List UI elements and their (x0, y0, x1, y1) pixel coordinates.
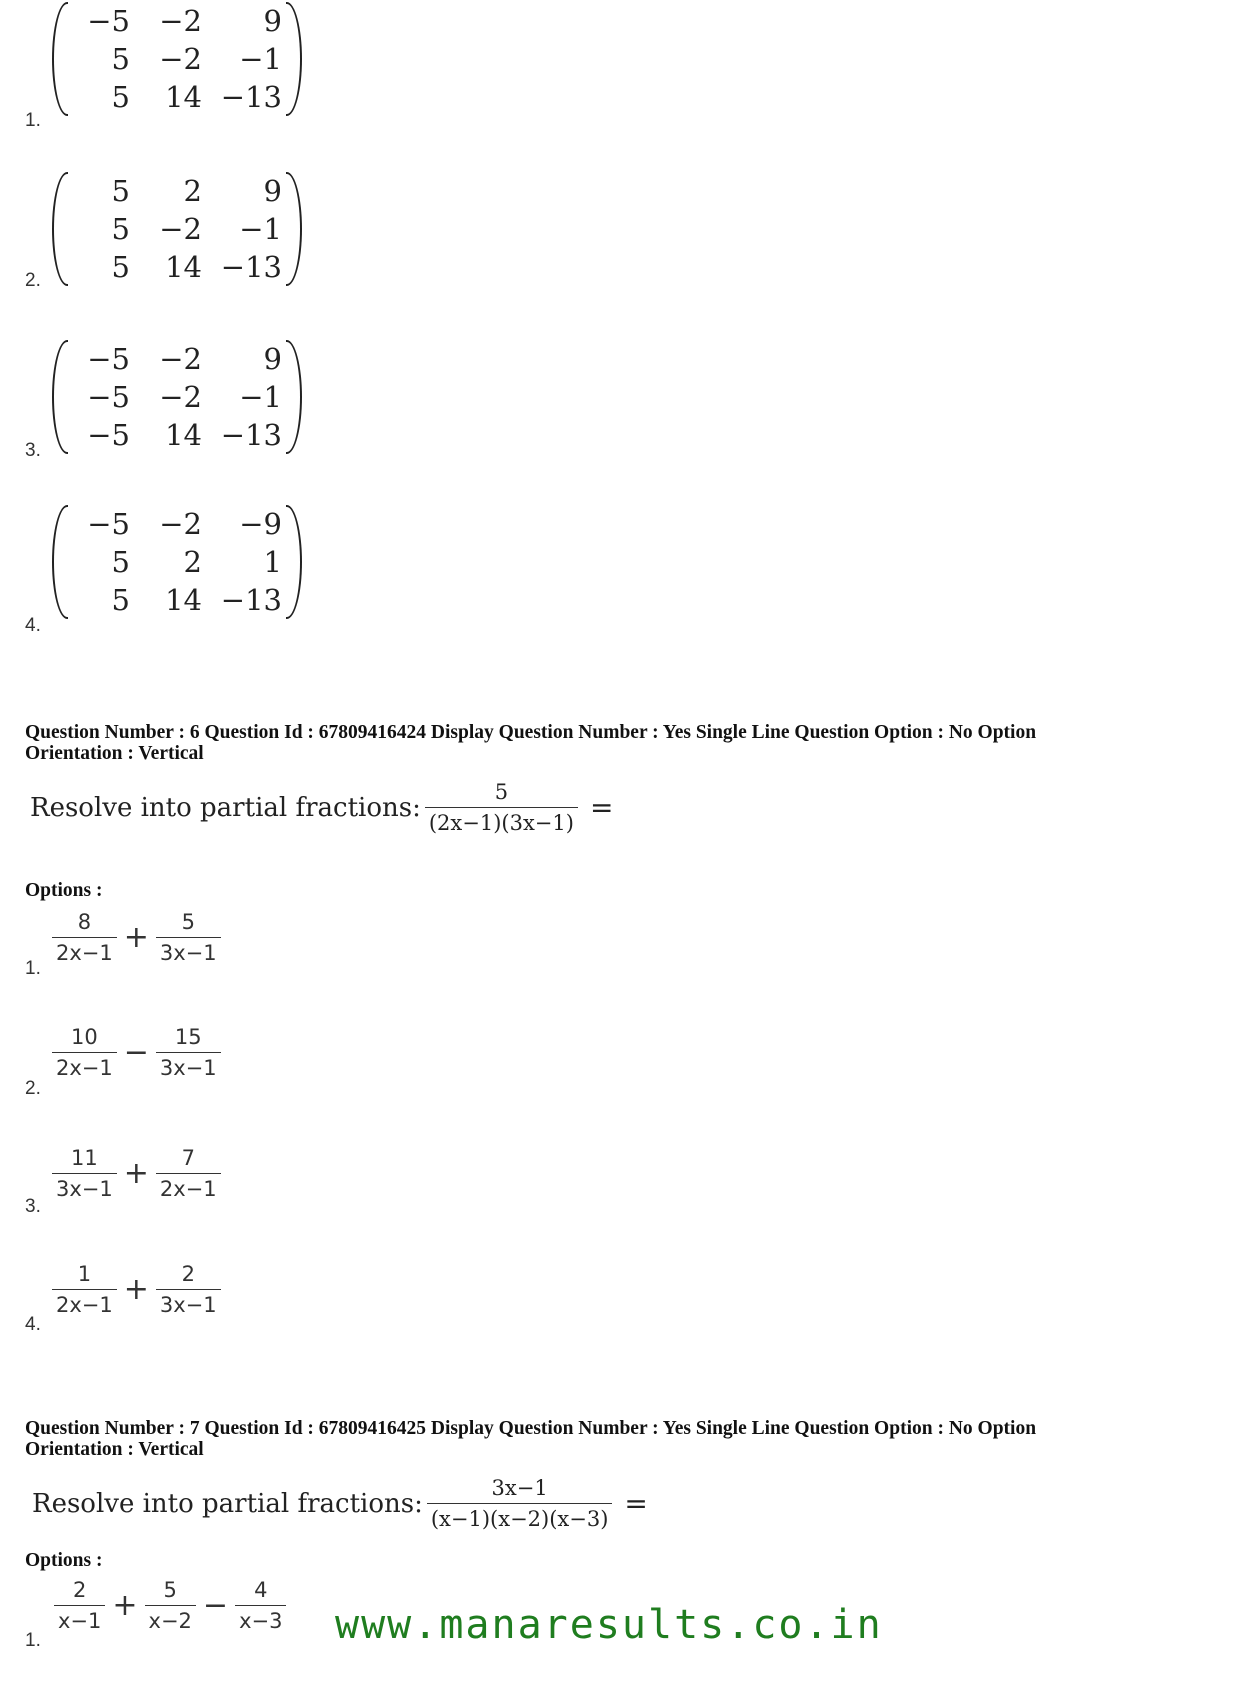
fraction-denominator: x−2 (145, 1605, 196, 1633)
q6-option-number: 1. (25, 958, 41, 979)
q7-option-1-number: 1. (25, 1630, 41, 1651)
fraction-denominator: 2x−1 (52, 937, 117, 965)
matrix-option-1 (52, 2, 302, 116)
matrix-cell: −13 (220, 583, 282, 617)
matrix-option-number: 4. (25, 615, 41, 636)
matrix-cell: 14 (165, 418, 202, 452)
matrix-cell: −5 (87, 342, 130, 376)
q7-option-1-term-a (54, 1578, 105, 1633)
matrix-option-3 (52, 340, 302, 454)
q7-numerator: 3x−1 (491, 1476, 548, 1500)
fraction-term-a (52, 1262, 117, 1317)
fraction-numerator: 5 (181, 910, 195, 934)
right-parenthesis (286, 340, 302, 454)
matrix-cell: −13 (220, 418, 282, 452)
matrix-cell: 5 (111, 250, 130, 284)
fraction-numerator: 15 (174, 1025, 202, 1049)
matrix-cell: 5 (111, 212, 130, 246)
q6-prompt: Resolve into partial fractions: (30, 792, 421, 823)
matrix-cell: 1 (263, 545, 282, 579)
q7-fraction (427, 1476, 613, 1531)
fraction-denominator: 2x−1 (156, 1173, 221, 1201)
left-parenthesis (52, 2, 68, 116)
fraction-term-a (52, 1146, 117, 1201)
matrix-option-number: 3. (25, 440, 41, 461)
matrix-cell: 9 (263, 174, 282, 208)
matrix-cell: −2 (159, 212, 202, 246)
matrix-cell: 5 (111, 42, 130, 76)
q6-option-number: 4. (25, 1314, 41, 1335)
fraction-term-a (52, 910, 117, 965)
fraction-numerator: 2 (181, 1262, 195, 1286)
q6-numerator: 5 (494, 780, 509, 804)
matrix-cell: 9 (263, 342, 282, 376)
matrix-cell: −1 (239, 380, 282, 414)
matrix-cell: 5 (111, 545, 130, 579)
right-parenthesis (286, 172, 302, 286)
matrix-cell: 5 (111, 80, 130, 114)
matrix-cell: 5 (111, 174, 130, 208)
q7-meta-line1: Question Number : 7 Question Id : 67809416425 Display Question Number : Yes Single Line Question Option : No Option (25, 1418, 1037, 1439)
matrix-cell: −2 (159, 342, 202, 376)
matrix-option-number: 1. (25, 110, 41, 131)
fraction-denominator: 3x−1 (52, 1173, 117, 1201)
matrix-cell: −9 (239, 507, 282, 541)
left-parenthesis (52, 505, 68, 619)
right-parenthesis (286, 2, 302, 116)
fraction-term-a (52, 1025, 117, 1080)
fraction-denominator: 2x−1 (52, 1289, 117, 1317)
fraction-numerator: 8 (77, 910, 92, 934)
operator: − (202, 1588, 229, 1623)
matrix-cell: 14 (165, 250, 202, 284)
fraction-denominator: 3x−1 (156, 937, 221, 965)
q6-meta-line1: Question Number : 6 Question Id : 67809416424 Display Question Number : Yes Single Line Question Option : No Option (25, 722, 1037, 743)
matrix-cell: −5 (87, 418, 130, 452)
matrix-cell: 14 (165, 80, 202, 114)
matrix-option-2 (52, 172, 302, 286)
matrix-cell: 2 (183, 545, 202, 579)
operator: + (123, 1272, 149, 1307)
matrix-cell: −2 (159, 4, 202, 38)
q7-option-1 (50, 1578, 290, 1633)
fraction-denominator: x−3 (235, 1605, 286, 1633)
q7-prompt: Resolve into partial fractions: (32, 1488, 423, 1519)
fraction-term-b (156, 910, 221, 965)
matrix-cell: −5 (87, 4, 130, 38)
fraction-denominator: 3x−1 (156, 1289, 221, 1317)
matrix-cell: 5 (111, 583, 130, 617)
fraction-term-b (156, 1025, 221, 1080)
q6-option-3 (48, 1146, 225, 1201)
q6-equals: = (589, 791, 614, 824)
q6-option-1 (48, 910, 225, 965)
q6-option-number: 3. (25, 1196, 41, 1217)
matrix-cell: −5 (87, 507, 130, 541)
operator: + (112, 1588, 138, 1623)
left-parenthesis (52, 172, 68, 286)
fraction-numerator: 5 (163, 1578, 177, 1602)
q6-option-4 (48, 1262, 225, 1317)
q6-question (30, 780, 613, 835)
matrix-cell: −13 (220, 80, 282, 114)
q6-fraction (425, 780, 578, 835)
fraction-numerator: 11 (71, 1146, 98, 1170)
fraction-numerator: 2 (73, 1578, 87, 1602)
fraction-term-b (156, 1146, 221, 1201)
fraction-numerator: 4 (254, 1578, 268, 1602)
matrix-cell: 2 (183, 174, 202, 208)
q7-meta (25, 1418, 1215, 1460)
operator: − (123, 1035, 149, 1070)
fraction-term-b (156, 1262, 221, 1317)
matrix-cell: −1 (239, 42, 282, 76)
q7-option-1-term-c (235, 1578, 286, 1633)
matrix-cell: 14 (165, 583, 202, 617)
right-parenthesis (286, 505, 302, 619)
q7-option-1-term-b (145, 1578, 196, 1633)
q6-meta-line2: Orientation : Vertical (25, 743, 204, 764)
q6-meta (25, 722, 1215, 764)
q6-denominator: (2x−1)(3x−1) (425, 807, 578, 835)
matrix-cell: −2 (159, 380, 202, 414)
fraction-denominator: 2x−1 (52, 1052, 117, 1080)
fraction-numerator: 1 (77, 1262, 92, 1286)
q7-meta-line2: Orientation : Vertical (25, 1439, 204, 1460)
matrix-option-number: 2. (25, 270, 41, 291)
q6-option-number: 2. (25, 1078, 41, 1099)
matrix-cell: −2 (159, 507, 202, 541)
matrix-cell: −13 (220, 250, 282, 284)
q6-option-2 (48, 1025, 225, 1080)
matrix-cell: −1 (239, 212, 282, 246)
operator: + (123, 920, 149, 955)
matrix-cell: 9 (263, 4, 282, 38)
q7-question (32, 1476, 648, 1531)
operator: + (123, 1156, 149, 1191)
q7-denominator: (x−1)(x−2)(x−3) (427, 1503, 613, 1531)
matrix-cell: −2 (159, 42, 202, 76)
watermark: www.manaresults.co.in (335, 1602, 883, 1648)
matrix-cell: −5 (87, 380, 130, 414)
fraction-denominator: 3x−1 (156, 1052, 221, 1080)
left-parenthesis (52, 340, 68, 454)
q7-equals: = (624, 1487, 648, 1520)
fraction-numerator: 10 (71, 1025, 98, 1049)
fraction-numerator: 7 (181, 1146, 195, 1170)
matrix-option-4 (52, 505, 302, 619)
q7-options-label: Options : (25, 1550, 103, 1571)
q6-options-label: Options : (25, 880, 103, 901)
fraction-denominator: x−1 (54, 1605, 105, 1633)
